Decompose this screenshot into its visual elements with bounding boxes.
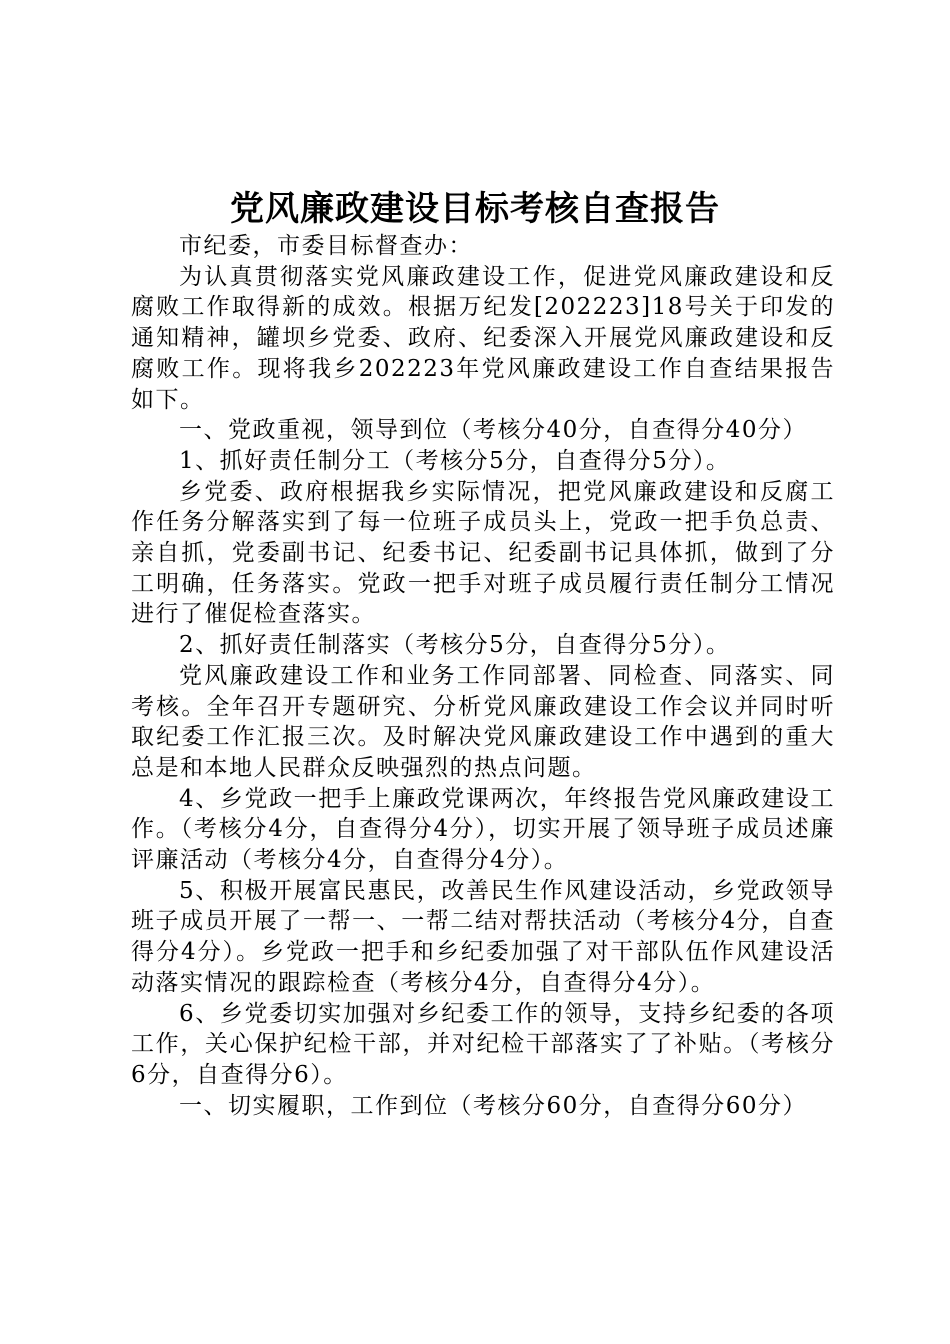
body-paragraph: 党风廉政建设工作和业务工作同部署、同检查、同落实、同考核。全年召开专题研究、分析党风廉政建设工作会议并同时听取纪委工作汇报三次。及时解决党风廉政建设工作中遇到的重大总是和本地人民群众反映强烈的热点问题。	[131, 662, 835, 781]
salutation: 市纪委，市委目标督查办：	[179, 233, 473, 259]
body-paragraph: 乡党委、政府根据我乡实际情况，把党风廉政建设和反腐工作任务分解落实到了每一位班子成员头上，党政一把手负总责、亲自抓，党委副书记、纪委书记、纪委副书记具体抓，做到了分工明确，任务落实。党政一把手对班子成员履行责任制分工情况进行了催促检查落实。	[131, 478, 835, 628]
item-heading-1: 1、抓好责任制分工（考核分5分，自查得分5分）。	[179, 447, 731, 474]
document-body	[131, 231, 835, 1121]
item-paragraph-4: 4、乡党政一把手上廉政党课两次，年终报告党风廉政建设工作。（考核分4分，自查得分4分），切实开展了领导班子成员述廉评廉活动（考核分4分，自查得分4分）。	[131, 785, 835, 874]
item-paragraph-6: 6、乡党委切实加强对乡纪委工作的领导，支持乡纪委的各项工作，关心保护纪检干部，并对纪检干部落实了了补贴。（考核分6分，自查得分6）。	[131, 1000, 835, 1088]
item-heading-2: 2、抓好责任制落实（考核分5分，自查得分5分）。	[179, 632, 731, 659]
section-heading-2: 一、切实履职，工作到位（考核分60分，自查得分60分）	[179, 1092, 808, 1119]
document-title: 党风廉政建设目标考核自查报告	[230, 189, 720, 229]
intro-paragraph: 为认真贯彻落实党风廉政建设工作，促进党风廉政建设和反腐败工作取得新的成效。根据万纪发[202223]18号关于印发的通知精神，罐坝乡党委、政府、纪委深入开展党风廉政建设和反腐败工作。现将我乡202223年党风廉政建设工作自查结果报告如下。	[131, 263, 835, 413]
section-heading-1: 一、党政重视，领导到位（考核分40分，自查得分40分）	[179, 417, 808, 444]
item-paragraph-5: 5、积极开展富民惠民，改善民生作风建设活动，乡党政领导班子成员开展了一帮一、一帮二结对帮扶活动（考核分4分，自查得分4分）。乡党政一把手和乡纪委加强了对干部队伍作风建设活动落实情况的跟踪检查（考核分4分，自查得分4分）。	[131, 877, 835, 996]
